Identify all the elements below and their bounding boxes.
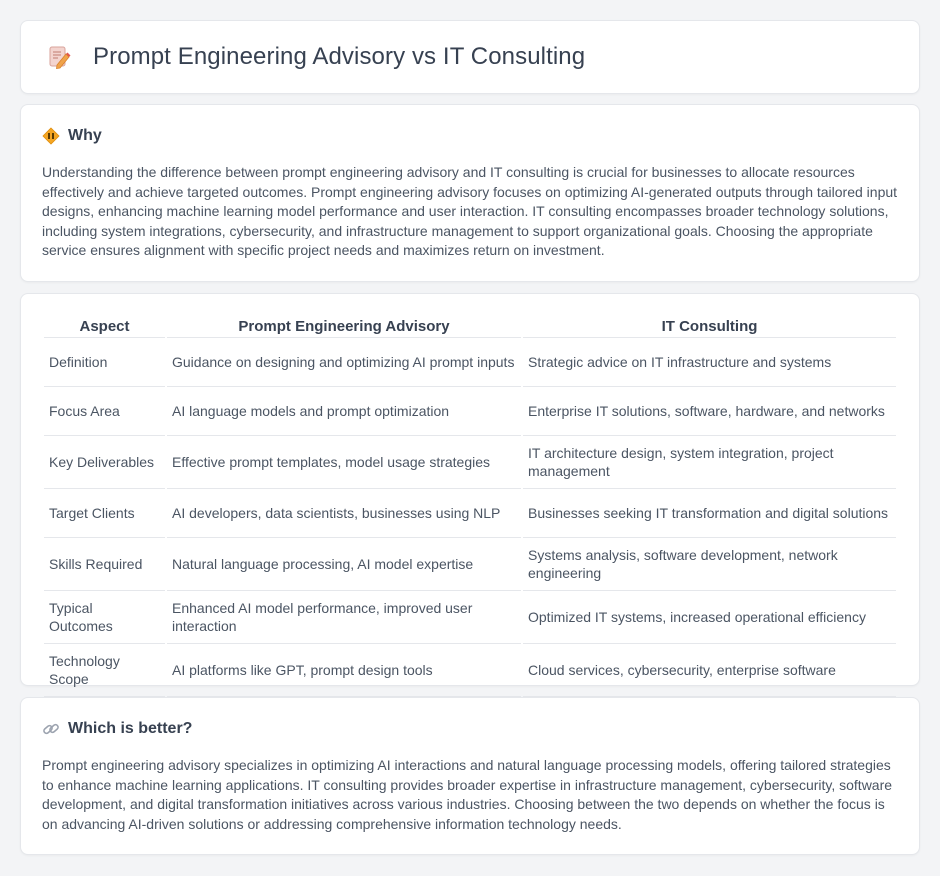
- header-prompt-engineering: Prompt Engineering Advisory: [167, 310, 521, 338]
- cell-aspect: Definition: [44, 338, 165, 387]
- table-row: [44, 591, 896, 644]
- table-row: [44, 489, 896, 538]
- cell-aspect: Key Deliverables: [44, 436, 165, 489]
- cell-aspect: Typical Outcomes: [44, 591, 165, 644]
- cell-aspect: Technology Scope: [44, 644, 165, 697]
- cell-prompt-engineering: Enhanced AI model performance, improved user interaction: [167, 591, 521, 644]
- cell-aspect: Target Clients: [44, 489, 165, 538]
- document-pencil-icon: [45, 43, 73, 71]
- cell-aspect: Focus Area: [44, 387, 165, 436]
- table-row: [44, 644, 896, 697]
- comparison-table: [42, 310, 898, 697]
- cell-it-consulting: Systems analysis, software development, network engineering: [523, 538, 896, 591]
- table-row: [44, 538, 896, 591]
- cell-prompt-engineering: AI platforms like GPT, prompt design tools: [167, 644, 521, 697]
- table-row: [44, 338, 896, 387]
- cell-it-consulting: Enterprise IT solutions, software, hardware, and networks: [523, 387, 896, 436]
- page-title: Prompt Engineering Advisory vs IT Consulting: [93, 43, 586, 70]
- why-section: [20, 104, 920, 282]
- cell-it-consulting: Businesses seeking IT transformation and digital solutions: [523, 489, 896, 538]
- cell-it-consulting: Strategic advice on IT infrastructure and systems: [523, 338, 896, 387]
- link-icon: [42, 720, 60, 738]
- cell-it-consulting: Cloud services, cybersecurity, enterprise software: [523, 644, 896, 697]
- better-title: Which is better?: [68, 720, 193, 737]
- diamond-warning-icon: [42, 127, 60, 145]
- cell-prompt-engineering: Natural language processing, AI model expertise: [167, 538, 521, 591]
- cell-prompt-engineering: Guidance on designing and optimizing AI prompt inputs: [167, 338, 521, 387]
- why-title: Why: [68, 127, 102, 144]
- header-aspect: Aspect: [44, 310, 165, 338]
- header-card: [20, 20, 920, 94]
- better-text: Prompt engineering advisory specializes in optimizing AI interactions and natural language processing models, offering tailored strategies to enhance machine learning applications. IT consulting provides broader expertise in infrastructure management, cybersecurity, software development, and digital transformation initiatives across various industries. Choosing between the two depends on whether the focus is on advancing AI-driven solutions or addressing comprehensive information technology needs.: [42, 757, 893, 832]
- table-row: [44, 436, 896, 489]
- cell-it-consulting: Optimized IT systems, increased operational efficiency: [523, 591, 896, 644]
- which-is-better-section: [20, 697, 920, 855]
- why-text: Understanding the difference between prompt engineering advisory and IT consulting is crucial for businesses to allocate resources effectively and achieve targeted outcomes. Prompt engineering advisory focuses on optimizing AI-generated outputs through tailored input designs, enhancing machine learning model performance and user interaction. IT consulting encompasses broader technology solutions, including system integrations, cybersecurity, and infrastructure management to support organizational goals. Choosing the appropriate service ensures alignment with specific project needs and maximizes return on investment.: [42, 164, 898, 258]
- cell-prompt-engineering: AI developers, data scientists, businesses using NLP: [167, 489, 521, 538]
- cell-aspect: Skills Required: [44, 538, 165, 591]
- cell-prompt-engineering: AI language models and prompt optimization: [167, 387, 521, 436]
- header-it-consulting: IT Consulting: [523, 310, 896, 338]
- cell-it-consulting: IT architecture design, system integration, project management: [523, 436, 896, 489]
- table-row: [44, 387, 896, 436]
- cell-prompt-engineering: Effective prompt templates, model usage strategies: [167, 436, 521, 489]
- why-heading: [42, 127, 898, 145]
- comparison-table-card: [20, 293, 920, 686]
- table-header-row: [44, 310, 896, 338]
- better-heading: [42, 720, 898, 738]
